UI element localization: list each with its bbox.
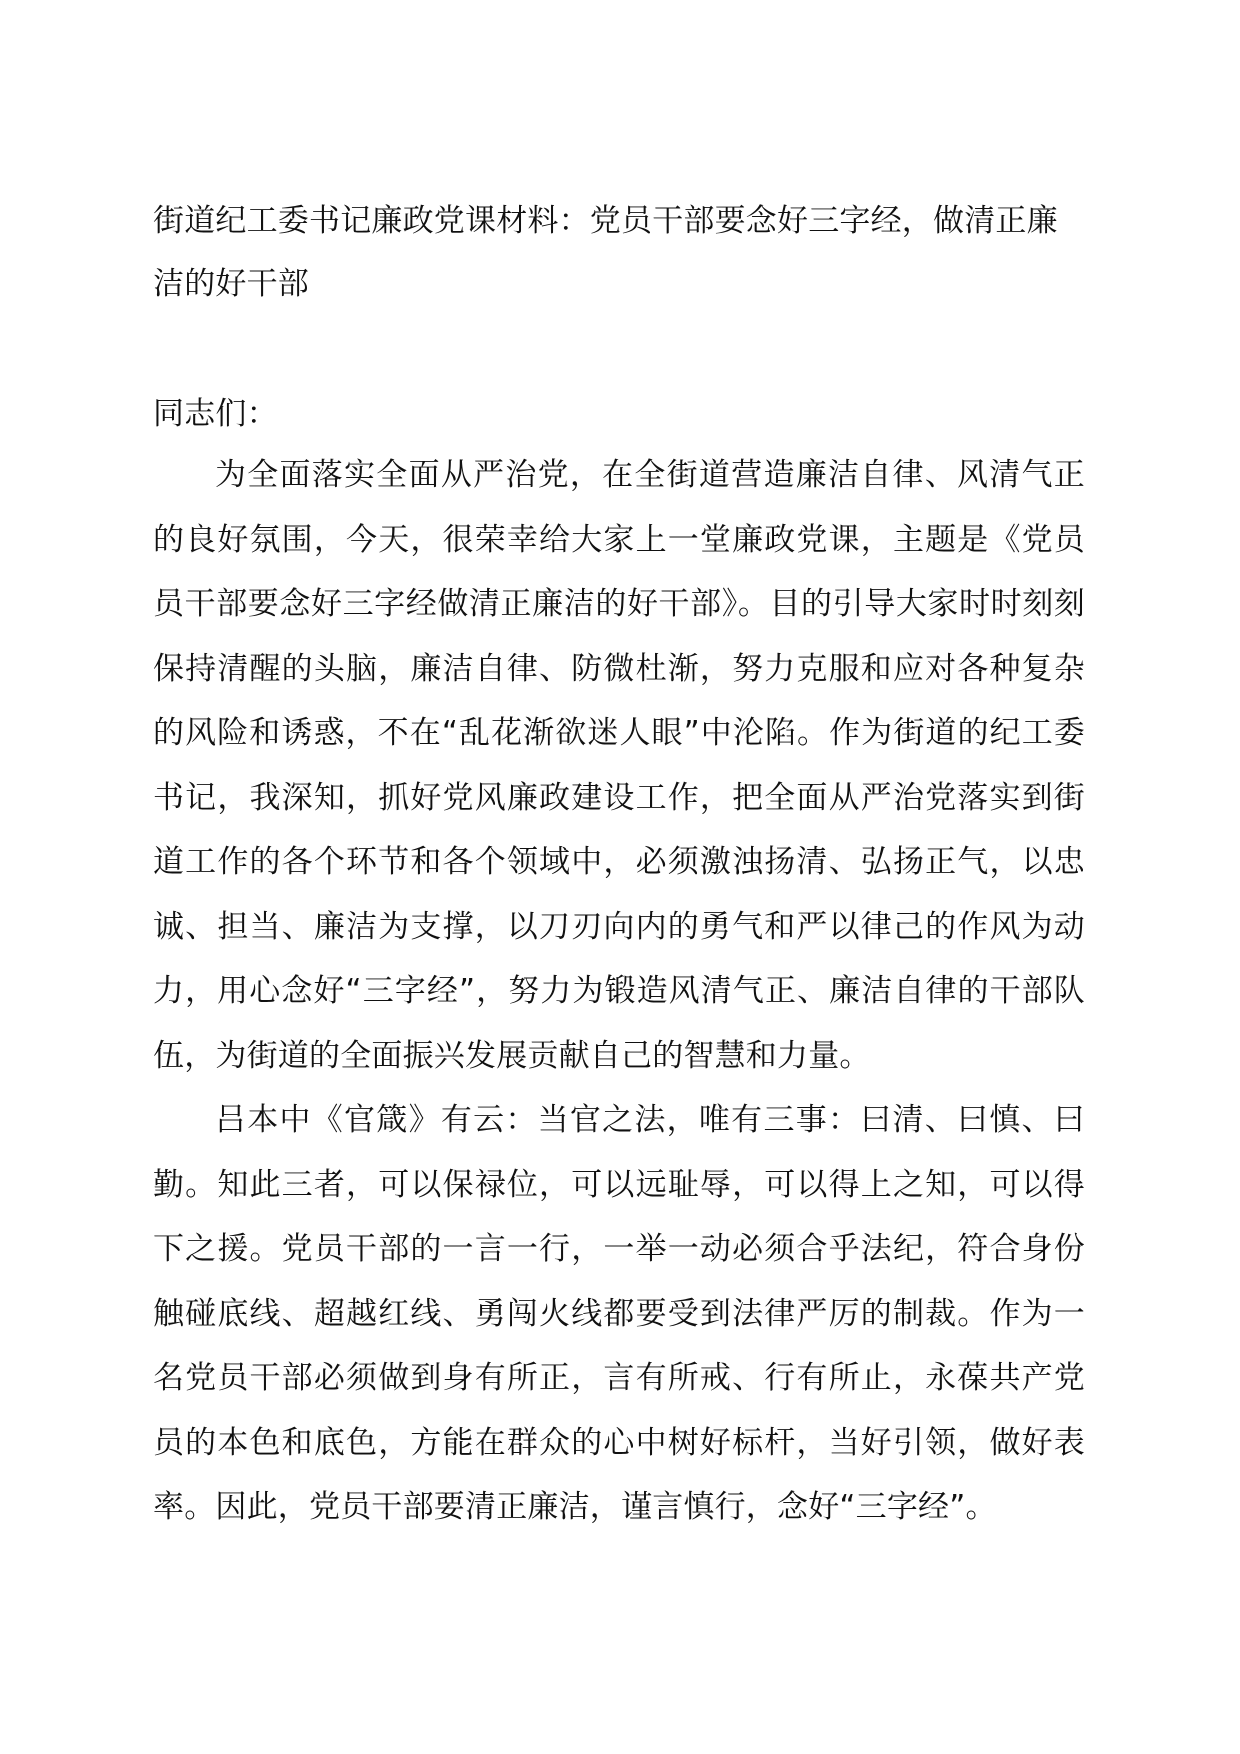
paragraph-guanzhen: 吕本中《官箴》有云：当官之法，唯有三事：曰清、曰慎、曰勤。知此三者，可以保禄位，可以远耻辱，可以得上之知，可以得下之援。党员干部的一言一行，一举一动必须合乎法纪，符合身份触碰底线、超越红线、勇闯火线都要受到法律严厉的制裁。作为一名党员干部必须做到身有所正，言有所戒、行有所止，永葆共产党员的本色和底色，方能在群众的心中树好标杆，当好引领，做好表率。因此，党员干部要清正廉洁，谨言慎行，念好“三字经”。 — [153, 1102, 1085, 1525]
document-title: 街道纪工委书记廉政党课材料：党员干部要念好三字经，做清正廉洁的好干部 — [153, 203, 1058, 302]
paragraph-intro: 为全面落实全面从严治党，在全街道营造廉洁自律、风清气正的良好氛围，今天，很荣幸给大家上一堂廉政党课，主题是《党员员干部要念好三字经做清正廉洁的好干部》。目的引导大家时时刻刻保持清醒的头脑，廉洁自律、防微杜渐，努力克服和应对各种复杂的风险和诱惑，不在“乱花渐欲迷人眼”中沦陷。作为街道的纪工委书记，我深知，抓好党风廉政建设工作，把全面从严治党落实到街道工作的各个环节和各个领域中，必须激浊扬清、弘扬正气，以忠诚、担当、廉洁为支撑，以刀刃向内的勇气和严以律己的作风为动力，用心念好“三字经”，努力为锻造风清气正、廉洁自律的干部队伍，为街道的全面振兴发展贡献自己的智慧和力量。 — [153, 457, 1085, 1074]
body-text — [153, 443, 1085, 1540]
salutation: 同志们： — [153, 396, 278, 432]
